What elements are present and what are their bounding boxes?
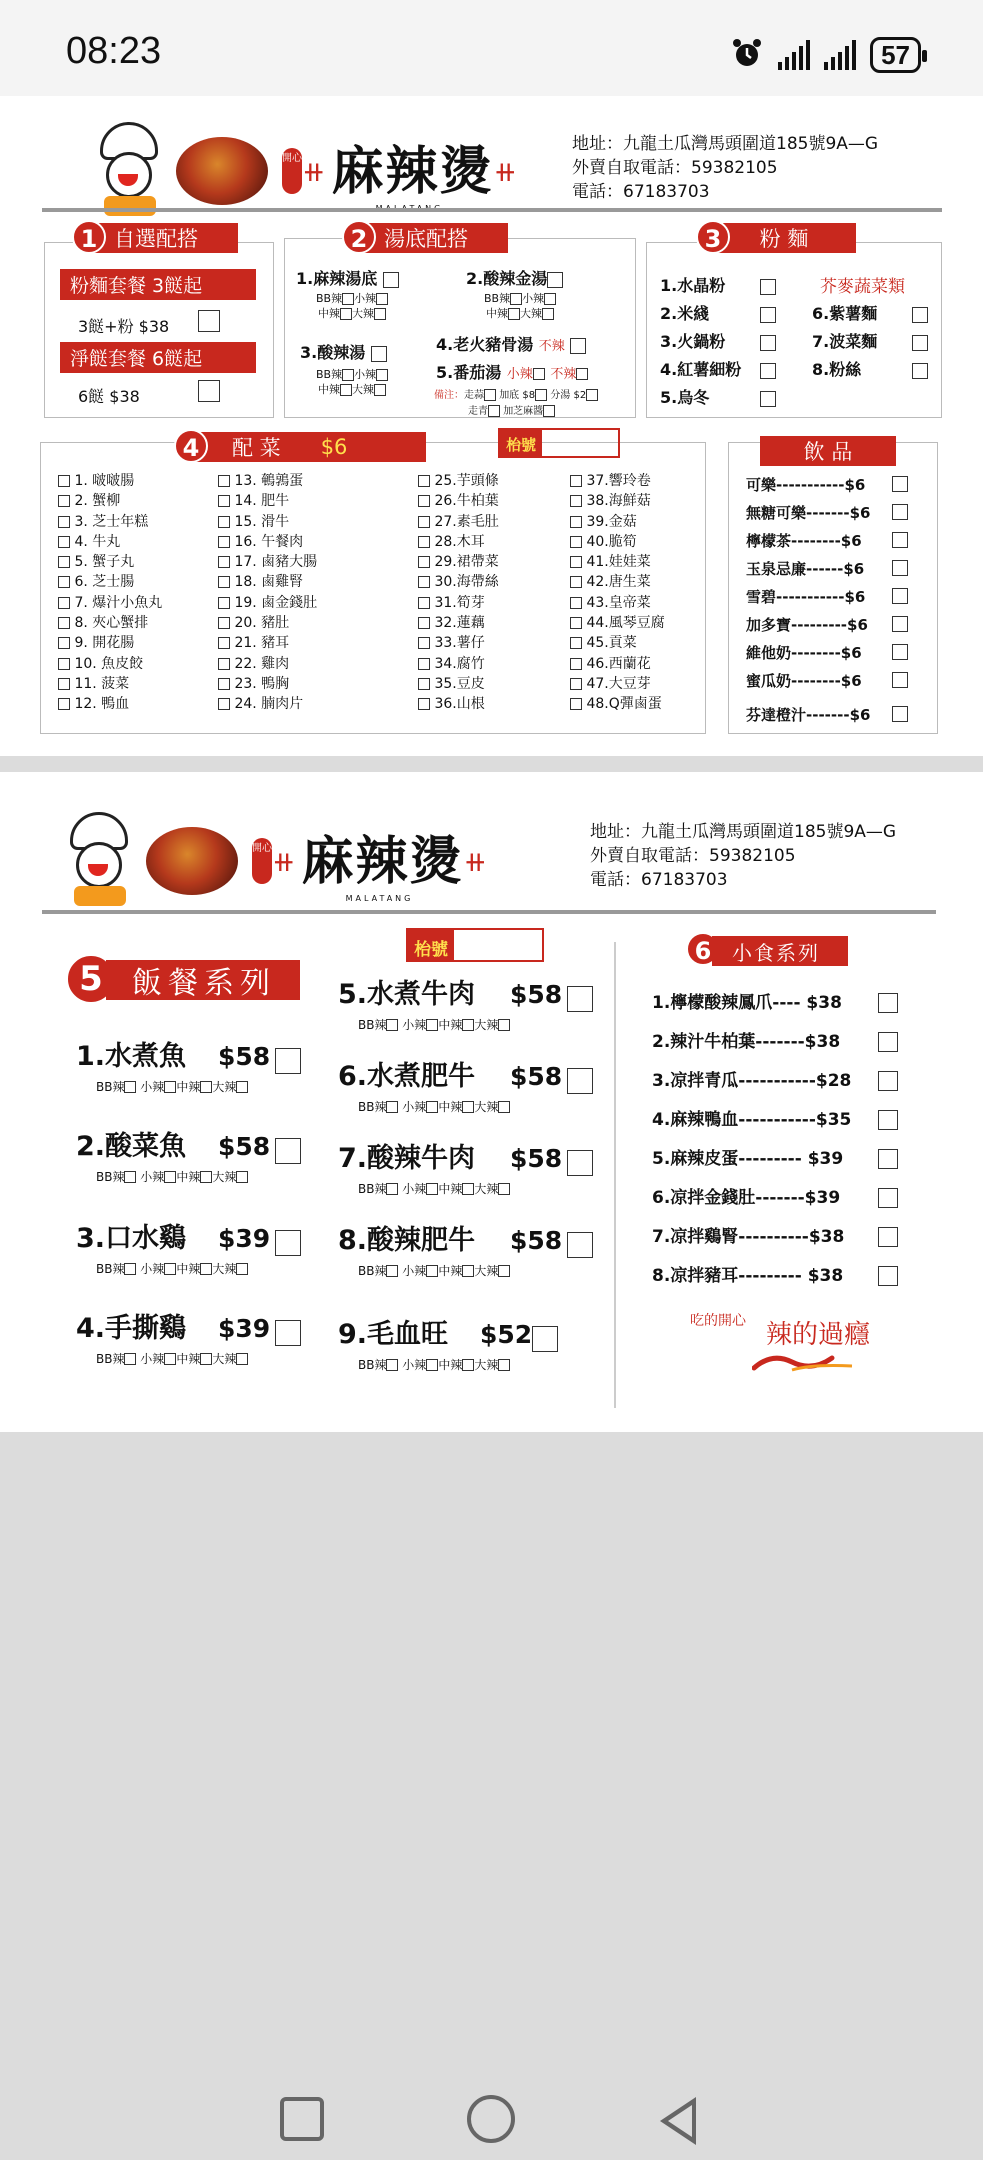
snack-item: 4.麻辣鴨血-----------$35 [652,1101,898,1140]
soup-3-spice-2: 中辣 大辣 [318,381,386,397]
veg-noodle-title: 芥麥蔬菜類 [820,277,905,297]
side-item: 15. 滑牛 [218,512,317,532]
side-item: 31.筍芽 [418,593,499,613]
shop-seal: 開心 [282,148,302,194]
drink-item: 玉泉忌廉------$6 [746,554,908,582]
section-3-title: 粉 麵 [712,223,856,253]
skewer-icon: ⧺ [463,844,487,878]
spice-options: BB辣 小辣 中辣 大辣 [76,1350,301,1367]
side-item: 29.裙帶菜 [418,552,499,572]
drinks-title: 飲 品 [760,436,896,466]
side-item: 1. 啵啵腸 [58,471,162,491]
drink-item: 加多寶---------$6 [746,610,908,638]
back-button[interactable] [660,2097,696,2145]
spice-options: BB辣 小辣 中辣 大辣 [338,1356,558,1373]
spice-options: BB辣 小辣 中辣 大辣 [76,1260,301,1277]
battery-icon: 57 [870,37,921,73]
side-item: 35.豆皮 [418,674,499,694]
soup-notes: 備注：走蒜 加底 $8 分湯 $2 [434,386,598,401]
noodle-item: 6.紫薯麵 [812,300,928,328]
shop-info [572,132,878,204]
side-item: 46.西蘭花 [570,654,665,674]
side-item: 14. 肥牛 [218,491,317,511]
noodle-list-1 [660,272,776,412]
dish-7: 7.酸辣牛肉 $58 BB辣 小辣 中辣 大辣 [338,1136,593,1197]
side-item: 27.素毛肚 [418,512,499,532]
signal-icon-1 [778,40,810,70]
dish-5: 5.水煮牛肉 $58 BB辣 小辣 中辣 大辣 [338,972,593,1033]
side-item: 12. 鴨血 [58,694,162,714]
home-button[interactable] [467,2095,515,2143]
soup-1: 1.麻辣湯底 [296,266,399,289]
side-item: 11. 菠菜 [58,674,162,694]
section-5-number: 5 [66,954,116,1004]
combo-2-price: 6餸 $38 [78,387,140,406]
dish-9: 9.毛血旺 $52 BB辣 小辣 中辣 大辣 [338,1312,558,1373]
dish-3: 3.口水鷄 $39 BB辣 小辣 中辣 大辣 [76,1216,301,1277]
side-item: 47.大豆芽 [570,674,665,694]
side-item: 7. 爆汁小魚丸 [58,593,162,613]
status-icons [730,36,921,74]
snack-item: 8.凉拌豬耳--------- $38 [652,1257,898,1296]
snack-item: 3.凉拌青瓜-----------$28 [652,1062,898,1101]
side-item: 41.娃娃菜 [570,552,665,572]
soup-1-checkbox[interactable] [383,272,399,288]
section-2-number: 2 [342,220,376,254]
address: 地址：九龍土瓜灣馬頭圍道185號9A—G [572,134,879,154]
sides-col-1 [58,471,162,715]
shop-logo [88,122,517,220]
dish-1: 1.水煮魚 $58 BB辣 小辣 中辣 大辣 [76,1034,301,1095]
divider [42,208,942,212]
address: 地址：九龍土瓜灣馬頭圍道185號9A—G [590,822,897,842]
side-item: 21. 豬耳 [218,633,317,653]
side-item: 25.芋頭條 [418,471,499,491]
snack-item: 6.凉拌金錢肚-------$39 [652,1179,898,1218]
side-item: 32.蓮藕 [418,613,499,633]
side-item: 4. 牛丸 [58,532,162,552]
section-1-title: 自選配搭 [88,223,238,253]
shop-name: 麻辣燙 [331,141,494,202]
signal-icon-2 [824,40,856,70]
soup-3: 3.酸辣湯 [300,340,387,363]
side-item: 10. 魚皮餃 [58,654,162,674]
chef-mascot-icon [58,812,140,910]
soup-2: 2.酸辣金湯 [466,266,563,289]
skewer-icon: ⧺ [493,154,517,188]
skewer-icon: ⧺ [302,154,326,188]
side-item: 20. 豬肚 [218,613,317,633]
chef-mascot-icon [88,122,170,220]
skewer-icon: ⧺ [272,844,296,878]
shop-seal: 開心 [252,838,272,884]
side-item: 36.山根 [418,694,499,714]
sides-col-4 [570,471,665,715]
combo-1-price: 3餸+粉 $38 [78,317,170,336]
side-item: 26.牛柏葉 [418,491,499,511]
side-item: 33.薯仔 [418,633,499,653]
soup-2-spice-2: 中辣 大辣 [486,305,554,321]
soup-2-spice: BB辣 小辣 [484,290,556,306]
side-item: 40.脆筍 [570,532,665,552]
combo-2-label: 淨餸套餐 6餸起 [60,342,256,373]
shop-romanized: MALATANG [345,894,414,903]
side-item: 42.唐生菜 [570,572,665,592]
shop-name: 麻辣燙 [301,831,464,892]
menu-image-2 [0,772,983,1432]
drink-item: 蜜瓜奶--------$6 [746,666,908,694]
table-number-field[interactable]: 枱號 [406,928,544,962]
status-bar [0,0,983,96]
alarm-icon [730,36,764,74]
sides-col-3 [418,471,499,715]
drink-item: 無糖可樂-------$6 [746,498,908,526]
side-item: 38.海鮮菇 [570,491,665,511]
side-item: 48.Q彈鹵蛋 [570,694,665,714]
side-item: 16. 午餐肉 [218,532,317,552]
dish-6: 6.水煮肥牛 $58 BB辣 小辣 中辣 大辣 [338,1054,593,1115]
side-item: 28.木耳 [418,532,499,552]
section-3-number: 3 [696,220,730,254]
soup-1-spice-2: 中辣 大辣 [318,305,386,321]
column-divider [614,942,616,1408]
takeaway-phone: 外賣自取電話：59382105 [572,158,778,178]
soup-5: 5.番茄湯 小辣 不辣 [436,360,588,383]
side-item: 13. 鵪鶉蛋 [218,471,317,491]
side-item: 43.皇帝菜 [570,593,665,613]
noodle-item: 2.米綫 [660,300,776,328]
section-6-title: 小食系列 [712,936,848,966]
side-item: 17. 鹵豬大腸 [218,552,317,572]
side-item: 6. 芝士腸 [58,572,162,592]
soup-2-checkbox[interactable] [547,272,563,288]
side-item: 5. 蟹子丸 [58,552,162,572]
snack-item: 7.凉拌鷄腎----------$38 [652,1218,898,1257]
side-item: 24. 腩肉片 [218,694,317,714]
section-6-number: 6 [686,932,720,966]
noodle-item: 4.紅薯細粉 [660,356,776,384]
spice-options: BB辣 小辣 中辣 大辣 [338,1262,593,1279]
section-4-number: 4 [174,429,208,463]
recent-apps-button[interactable] [280,2097,324,2141]
menu-image-1 [0,96,983,756]
soup-3-checkbox[interactable] [371,346,387,362]
side-item: 44.風琴豆腐 [570,613,665,633]
spice-options: BB辣 小辣 中辣 大辣 [338,1180,593,1197]
spice-options: BB辣 小辣 中辣 大辣 [338,1098,593,1115]
drink-item: 維他奶--------$6 [746,638,908,666]
dish-8: 8.酸辣肥牛 $58 BB辣 小辣 中辣 大辣 [338,1218,593,1279]
snacks-list [652,984,898,1296]
spice-options: BB辣 小辣 中辣 大辣 [76,1078,301,1095]
side-item: 19. 鹵金錢肚 [218,593,317,613]
drink-item: 芬達橙汁-------$6 [746,700,908,728]
side-item: 23. 鴨胸 [218,674,317,694]
noodle-list-2 [812,300,928,384]
dish-2: 2.酸菜魚 $58 BB辣 小辣 中辣 大辣 [76,1124,301,1185]
sides-col-2 [218,471,317,715]
soup-3-spice: BB辣 小辣 [316,366,388,382]
noodle-bowl-image [146,827,238,895]
combo-1-label: 粉麵套餐 3餸起 [60,269,256,300]
side-item: 34.腐竹 [418,654,499,674]
takeaway-phone: 外賣自取電話：59382105 [590,846,796,866]
drink-item: 雪碧-----------$6 [746,582,908,610]
noodle-item: 7.波菜麵 [812,328,928,356]
side-item: 2. 蟹柳 [58,491,162,511]
soup-1-spice: BB辣 小辣 [316,290,388,306]
side-item: 22. 雞肉 [218,654,317,674]
drink-item: 可樂-----------$6 [746,470,908,498]
section-4-title: 配 菜 $6 [192,432,426,462]
slogan-big: 辣的過癮 [766,1320,871,1350]
combo-2-checkbox[interactable] [198,380,220,402]
snack-item: 1.檸檬酸辣鳳爪---- $38 [652,984,898,1023]
side-item: 18. 鹵雞腎 [218,572,317,592]
phone: 電話：67183703 [572,182,710,202]
noodle-item: 1.水晶粉 [660,272,776,300]
drinks-list [746,470,908,728]
side-item: 30.海帶絲 [418,572,499,592]
spice-options: BB辣 小辣 中辣 大辣 [338,1016,593,1033]
shop-logo [58,812,487,910]
side-item: 39.金菇 [570,512,665,532]
slogan-small: 吃的開心 [690,1313,746,1329]
section-1-number: 1 [72,220,106,254]
snack-item: 5.麻辣皮蛋--------- $39 [652,1140,898,1179]
drink-item: 檸檬茶--------$6 [746,526,908,554]
soup-4: 4.老火豬骨湯 不辣 [436,332,586,355]
dish-4: 4.手撕鷄 $39 BB辣 小辣 中辣 大辣 [76,1306,301,1367]
noodle-item: 5.烏冬 [660,384,776,412]
side-item: 8. 夾心蟹排 [58,613,162,633]
divider [42,910,936,914]
snack-item: 2.辣汁牛柏葉-------$38 [652,1023,898,1062]
combo-1-checkbox[interactable] [198,310,220,332]
section-5-title: 飯餐系列 [106,960,300,1000]
noodle-item: 3.火鍋粉 [660,328,776,356]
side-item: 45.貢菜 [570,633,665,653]
side-item: 3. 芝士年糕 [58,512,162,532]
chili-brush-icon [752,1348,862,1368]
side-item: 9. 開花腸 [58,633,162,653]
noodle-bowl-image [176,137,268,205]
spice-options: BB辣 小辣 中辣 大辣 [76,1168,301,1185]
side-item: 37.響玲卷 [570,471,665,491]
soup-notes-2: 走青 加芝麻醬 [468,402,555,417]
soup-4-checkbox[interactable] [570,338,586,354]
section-2-title: 湯底配搭 [358,223,508,253]
noodle-item: 8.粉絲 [812,356,928,384]
navigation-bar [0,2040,983,2160]
shop-info [590,820,896,892]
table-number-field[interactable]: 枱號 [498,428,620,458]
phone: 電話：67183703 [590,870,728,890]
clock: 08:23 [66,30,162,72]
